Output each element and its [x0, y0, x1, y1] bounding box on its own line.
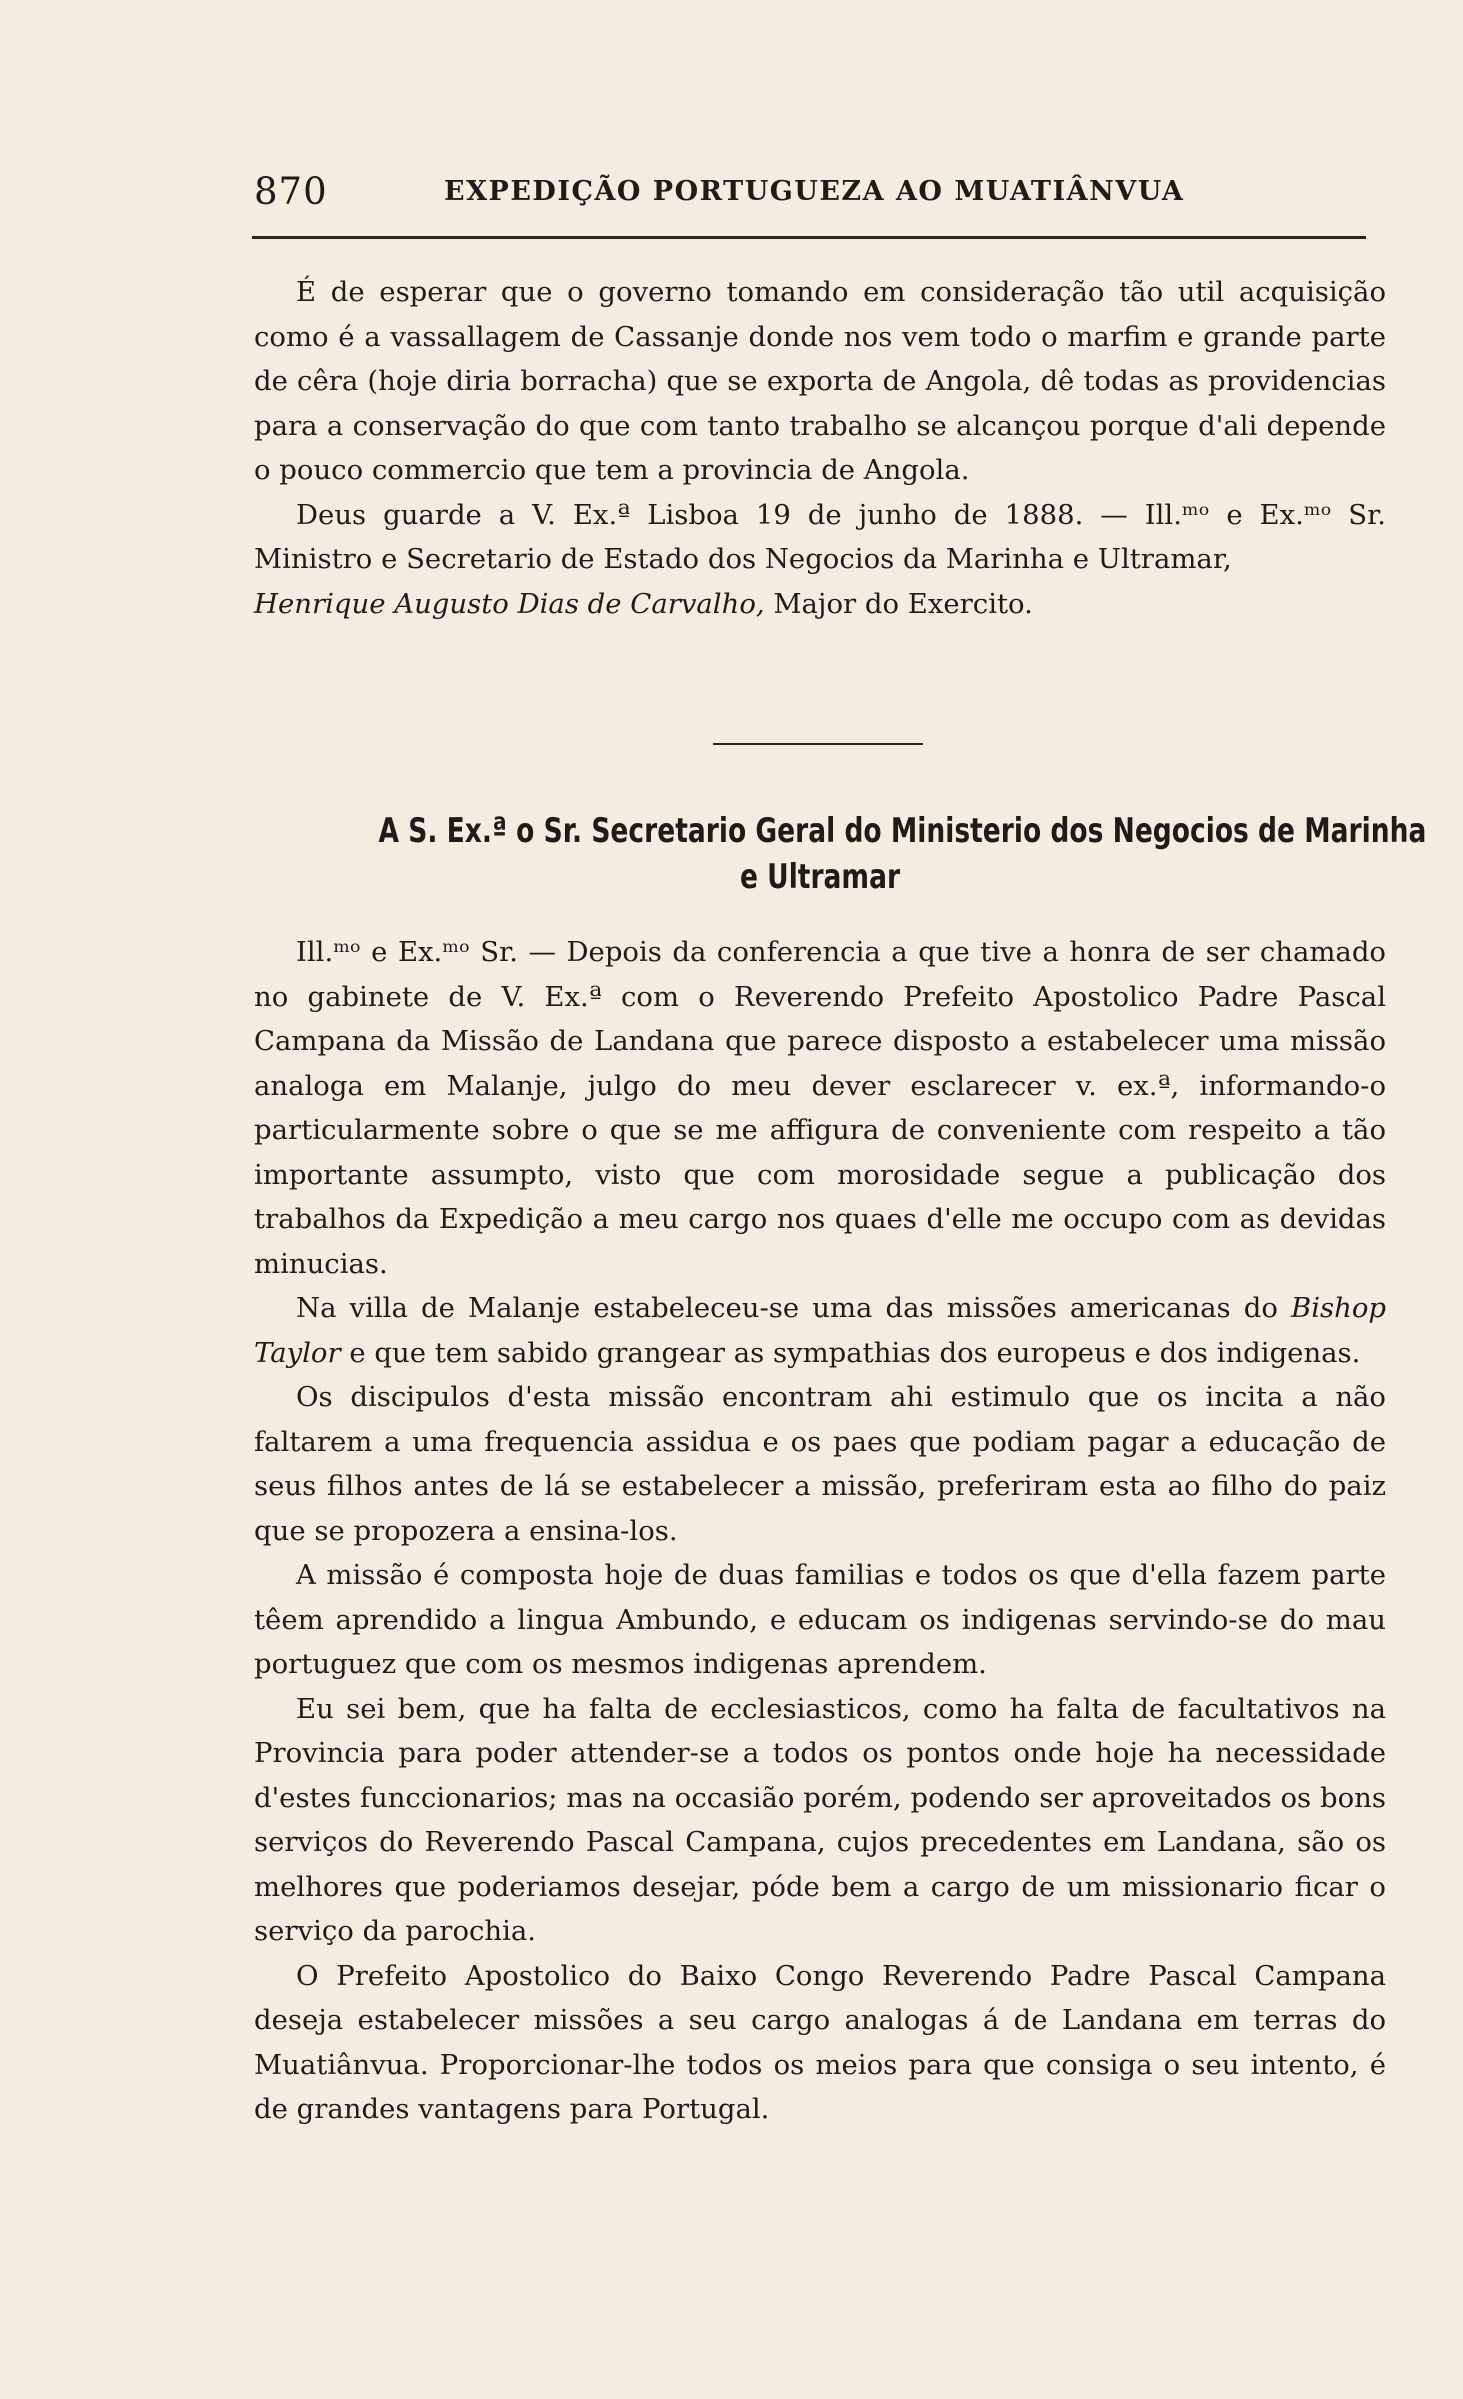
- signature-name: Henrique Augusto Dias de Carvalho,: [254, 587, 765, 620]
- header-rule: [252, 236, 1366, 239]
- paragraph-2-start: Na villa de Malanje estabeleceu-se uma das missões americanas do: [296, 1292, 1278, 1324]
- page-number: 870: [254, 170, 328, 213]
- closing-text: Deus guarde a V. Ex.ª Lisboa 19 de junho de 1888. — Ill.ᵐᵒ e Ex.ᵐᵒ Sr. Ministro e Secretario de Estado dos Negocios da Marinha e Ultramar,: [254, 498, 1386, 575]
- letter-2-paragraph-2: [254, 1286, 1386, 1375]
- bishop-taylor-name: Bishop Taylor: [254, 1292, 1386, 1369]
- letter-2: [254, 930, 1386, 2132]
- letter-1-paragraph: É de esperar que o governo tomando em consideração tão util acquisição como é a vassallagem de Cassanje donde nos vem todo o marfim e grande parte de cêra (hoje diria borracha) que se exporta de Angola, dê todas as providencias para a conservação do que com tanto trabalho se alcançou porque d'ali depende o pouco commercio que tem a provincia de Angola.: [254, 276, 1386, 486]
- letter-1-closing: [254, 493, 1386, 627]
- section-heading: [378, 808, 1427, 900]
- running-title: EXPEDIÇÃO PORTUGUEZA AO MUATIÂNVUA: [444, 176, 1185, 207]
- section-heading-line-1: A S. Ex.ª o Sr. Secretario Geral do Ministerio dos Negocios de Marinha: [378, 811, 1427, 851]
- page-header: [254, 170, 1364, 220]
- letter-2-paragraph-6: O Prefeito Apostolico do Baixo Congo Reverendo Padre Pascal Campana deseja estabelecer missões a seu cargo analogas á de Landana em terras do Muatiânvua. Proporcionar-lhe todos os meios para que consiga o seu intento, é de grandes vantagens para Portugal.: [254, 1959, 1386, 2125]
- letter-2-paragraph-5: Eu sei bem, que ha falta de ecclesiasticos, como ha falta de facultativos na Provincia para poder attender-se a todos os pontos onde hoje ha necessidade d'estes funccionarios; mas na occasião porém, podendo ser aproveitados os bons serviços do Reverendo Pascal Campana, cujos precedentes em Landana, são os melhores que poderiamos desejar, póde bem a cargo de um missionario ficar o serviço da parochia.: [254, 1692, 1386, 1947]
- letter-2-paragraph-4: A missão é composta hoje de duas familias e todos os que d'ella fazem parte têem aprendido a lingua Ambundo, e educam os indigenas servindo-se do mau portuguez que com os mesmos indigenas aprendem.: [254, 1559, 1386, 1680]
- letter-2-paragraph-1: Ill.ᵐᵒ e Ex.ᵐᵒ Sr. — Depois da conferencia a que tive a honra de ser chamado no gabinete de V. Ex.ª com o Reverendo Prefeito Apostolico Padre Pascal Campana da Missão de Landana que parece disposto a estabelecer uma missão analoga em Malanje, julgo do meu dever esclarecer v. ex.ª, informando-o particularmente sobre o que se me affigura de conveniente com respeito a tão importante assumpto, visto que com morosidade segue a publicação dos trabalhos da Expedição a meu cargo nos quaes d'elle me occupo com as devidas minucias.: [254, 936, 1386, 1280]
- letter-2-paragraph-3: Os discipulos d'esta missão encontram ahi estimulo que os incita a não faltarem a uma frequencia assidua e os paes que podiam pagar a educação de seus filhos antes de lá se estabelecer a missão, preferiram esta ao filho do paiz que se propozera a ensina-los.: [254, 1381, 1386, 1547]
- paragraph-2-end: e que tem sabido grangear as sympathias dos europeus e dos indigenas.: [349, 1336, 1361, 1369]
- section-heading-line-2: e Ultramar: [739, 857, 901, 897]
- section-divider: [713, 743, 923, 745]
- signature-title: Major do Exercito.: [773, 587, 1033, 620]
- letter-1: [254, 270, 1386, 626]
